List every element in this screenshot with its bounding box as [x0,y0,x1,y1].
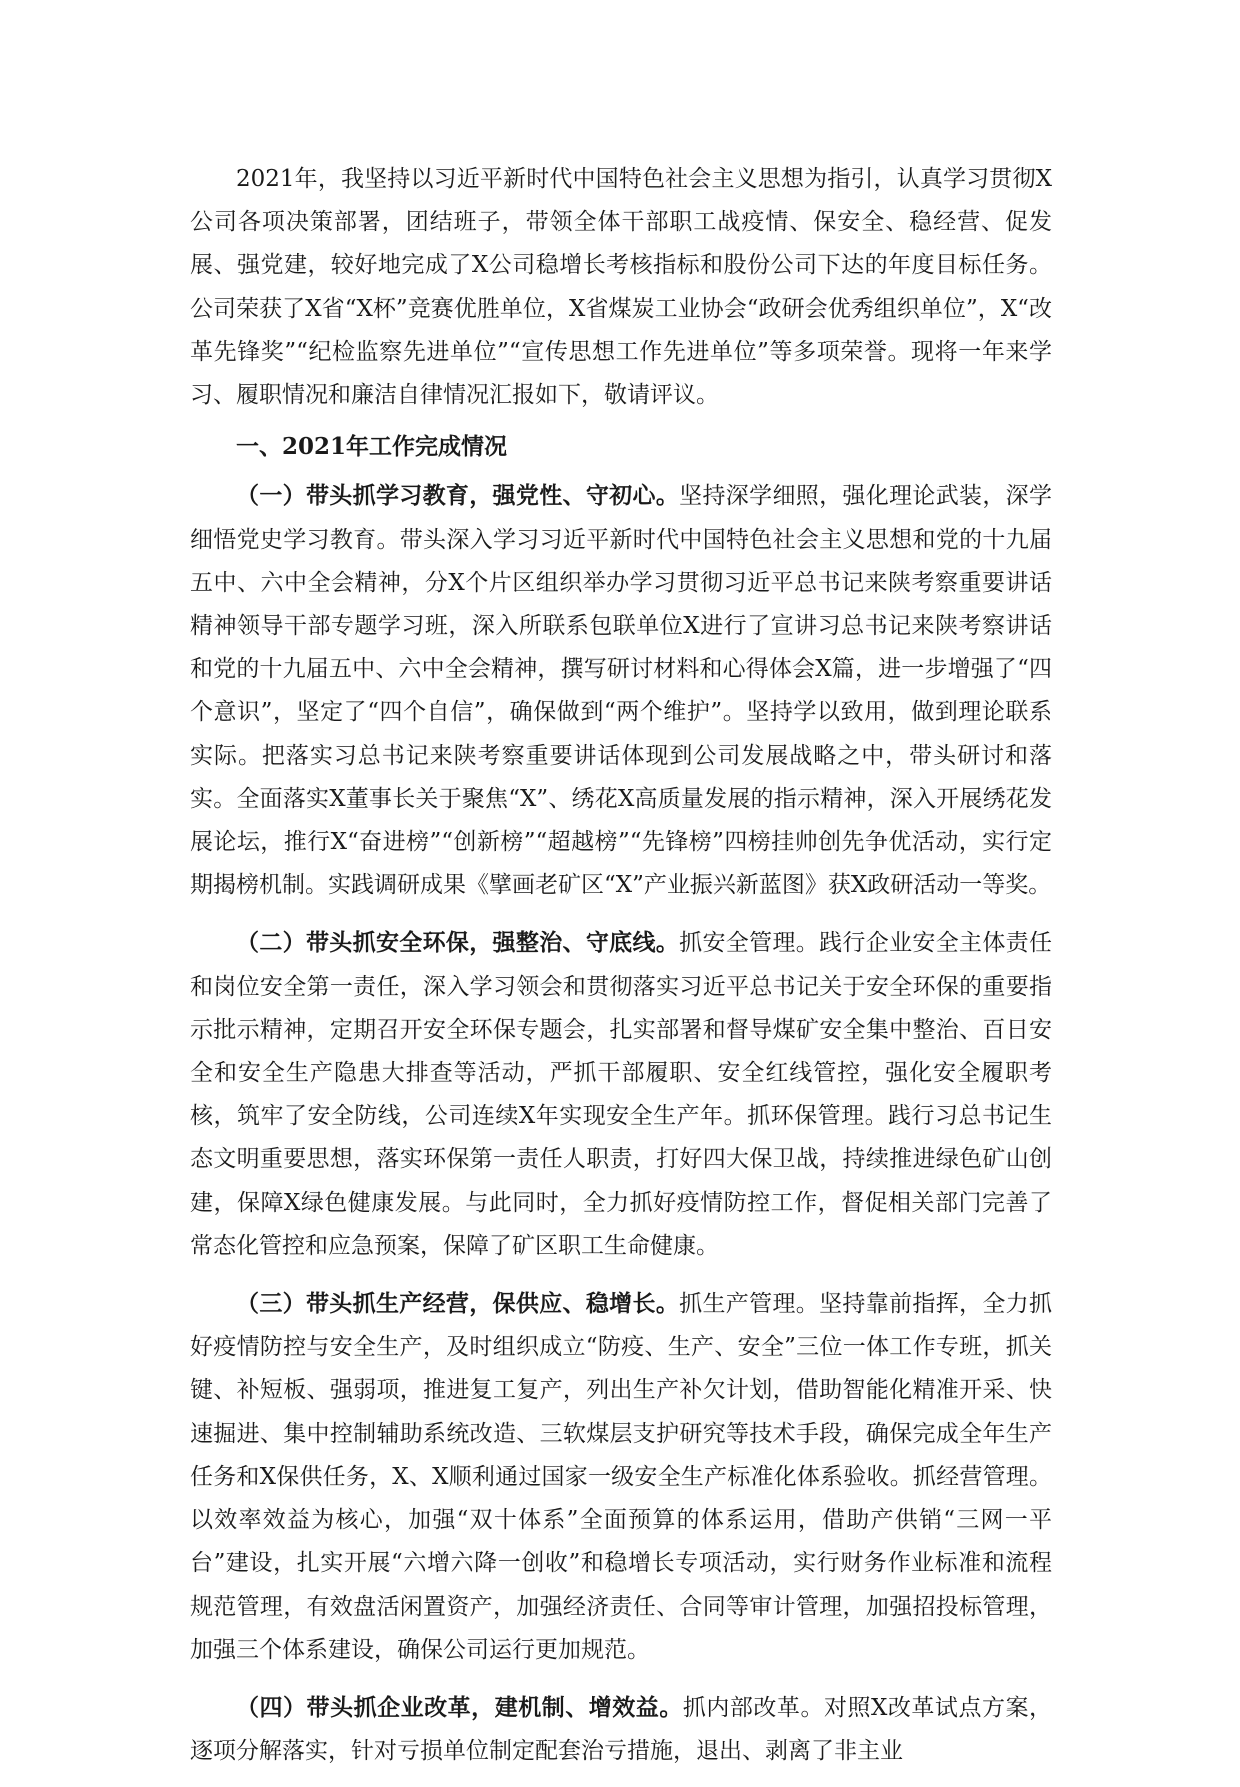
section-body-2: 抓安全管理。践行企业安全主体责任和岗位安全第一责任，深入学习领会和贯彻落实习近平总书记关于安全环保的重要指示批示精神，定期召开安全环保专题会，扎实部署和督导煤矿安全集中整治、百日安全和安全生产隐患大排查等活动，严抓干部履职、安全红线管控，强化安全履职考核，筑牢了安全防线，公司连续X年实现安全生产年。抓环保管理。践行习总书记生态文明重要思想，落实环保第一责任人职责，打好四大保卫战，持续推进绿色矿山创建，保障X绿色健康发展。与此同时，全力抓好疫情防控工作，督促相关部门完善了常态化管控和应急预案，保障了矿区职工生命健康。 [190,930,1053,1259]
section-paragraph-1 [190,474,1052,907]
document-page [190,158,1052,1787]
section-lead-3: （三）带头抓生产经营，保供应、稳增长。 [236,1290,680,1318]
section-body-1: 坚持深学细照，强化理论武装，深学细悟党史学习教育。带头深入学习习近平新时代中国特色社会主义思想和党的十九届五中、六中全会精神，分X个片区组织举办学习贯彻习近平总书记来陕考察重要讲话精神领导干部专题学习班，深入所联系包联单位X进行了宣讲习总书记来陕考察讲话和党的十九届五中、六中全会精神，撰写研讨材料和心得体会X篇，进一步增强了“四个意识”，坚定了“四个自信”，确保做到“两个维护”。坚持学以致用，做到理论联系实际。把落实习总书记来陕考察重要讲话体现到公司发展战略之中，带头研讨和落实。全面落实X董事长关于聚焦“X”、绣花X高质量发展的指示精神，深入开展绣花发展论坛，推行X“奋进榜”“创新榜”“超越榜”“先锋榜”四榜挂帅创先争优活动，实行定期揭榜机制。实践调研成果《擘画老矿区“X”产业振兴新蓝图》获X政研活动一等奖。 [190,483,1053,899]
section-paragraph-3 [190,1282,1052,1672]
section-lead-4: （四）带头抓企业改革，建机制、增效益。 [236,1693,683,1721]
intro-paragraph: 2021年，我坚持以习近平新时代中国特色社会主义思想为指引，认真学习贯彻X公司各项决策部署，团结班子，带领全体干部职工战疫情、保安全、稳经营、促发展、强党建，较好地完成了X公司稳增长考核指标和股份公司下达的年度目标任务。公司荣获了X省“X杯”竞赛优胜单位，X省煤炭工业协会“政研会优秀组织单位”，X“改革先锋奖”“纪检监察先进单位”“宣传思想工作先进单位”等多项荣誉。现将一年来学习、履职情况和廉洁自律情况汇报如下，敬请评议。 [190,166,1052,409]
section-paragraph-2 [190,921,1052,1268]
section-lead-1: （一）带头抓学习教育，强党性、守初心。 [236,482,680,510]
section-body-3: 抓生产管理。坚持靠前指挥，全力抓好疫情防控与安全生产，及时组织成立“防疫、生产、安全”三位一体工作专班，抓关键、补短板、强弱项，推进复工复产，列出生产补欠计划，借助智能化精准开采、快速掘进、集中控制辅助系统改造、三软煤层支护研究等技术手段，确保完成全年生产任务和X保供任务，X、X顺利通过国家一级安全生产标准化体系验收。抓经营管理。以效率效益为核心，加强“双十体系”全面预算的体系运用，借助产供销“三网一平台”建设，扎实开展“六增六降一创收”和稳增长专项活动，实行财务作业标准和流程规范管理，有效盘活闲置资产，加强经济责任、合同等审计管理，加强招投标管理，加强三个体系建设，确保公司运行更加规范。 [190,1291,1053,1663]
section-lead-2: （二）带头抓安全环保，强整治、守底线。 [236,929,680,957]
section-body-4: 抓内部改革。对照X改革试点方案，逐项分解落实，针对亏损单位制定配套治亏措施，退出、剥离了非主业 [190,1694,1053,1765]
section-paragraph-4 [190,1686,1052,1773]
section-heading: 一、2021年工作完成情况 [236,433,508,461]
